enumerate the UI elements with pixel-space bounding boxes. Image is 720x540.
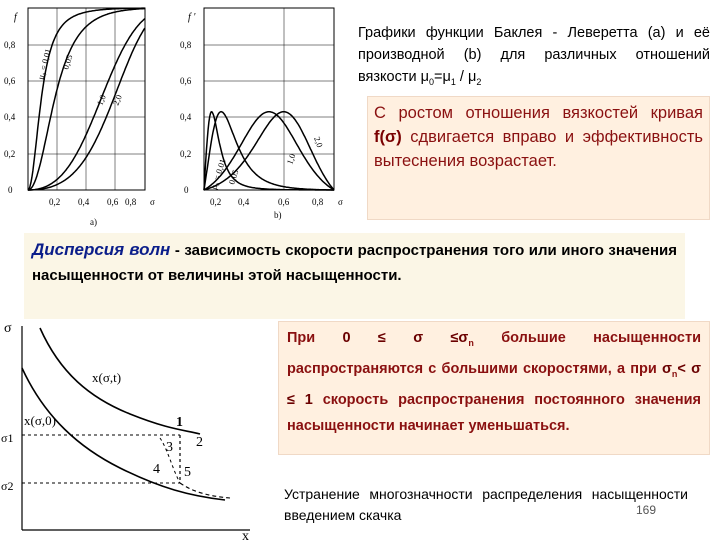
plot-a-y-label: f [14,12,17,23]
plot-c-point-5: 5 [184,465,191,480]
caption-slash: / [455,69,468,85]
plot-b-curve-label: 0,05 [226,168,241,186]
caption-mu: μ [442,69,451,85]
plot-c [0,318,262,540]
plot-c-curve-lower [22,368,225,500]
condition-text: скорость распространения постоянного значения насыщенности начинает уменьшаться. [287,391,701,434]
plot-a-frame [28,8,145,190]
plot-b-curve-label: 2,0 [312,135,326,149]
caption-mu: μ [467,69,477,85]
condition-range: 0 ≤ σ ≤σ [342,330,469,346]
caption-sub: 2 [476,76,482,87]
plot-b [174,0,360,230]
plot-c-x-label: x [242,529,249,540]
plot-a-curve-label: 2,0 [110,93,124,107]
dispersion-term: Дисперсия волн [32,240,171,259]
plot-b-y-tick: 0,4 [180,112,192,122]
plot-b-y-tick: 0,2 [180,149,192,159]
plot-c-y-label: σ [4,321,12,336]
plot-b-curve-label: 1,0 [284,152,298,166]
plot-c-point-3: 3 [166,440,173,455]
plot-b-y-tick: 0 [184,185,189,195]
plot-a-curve-label: 1,0 [94,93,108,107]
plot-a-y-tick: 0 [8,185,13,195]
dispersion-box [24,233,685,319]
info-text: С ростом отношения вязкостей кривая [374,104,703,122]
plot-b-x-tick: 0,2 [210,197,222,207]
plot-c-point-2: 2 [196,435,203,450]
plot-b-x-tick: 0,8 [312,197,324,207]
plot-c-point-4: 4 [153,462,160,477]
dispersion-definition: зависимость скорости распространения того или иного значения насыщенности от величины этой насыщенности. [32,242,677,284]
info-box [367,96,710,220]
condition-sub: n [671,368,678,379]
caption-sub: 1 [450,76,456,87]
plot-a-curve-0 [28,8,145,190]
plot-a-y-tick: 0,2 [4,149,16,159]
plot-a-curves [28,8,145,190]
plot-b-curve-3 [204,112,334,190]
plot-a [0,0,175,230]
shock-note: Устранение многозначности распределения насыщенности введением скачка [284,486,688,523]
caption-text: Графики функции Баклея - Леверетта (a) и её производной (b) для различных отношений вязкости [358,25,710,85]
plot-a-curve-1 [28,9,145,190]
plot-c-sigma1-tick: σ1 [1,431,14,445]
plot-c-point-1: 1 [176,415,183,430]
condition-range: < σ ≤ 1 [287,360,701,408]
plot-a-x-tick: 0,6 [107,197,119,207]
caption-sub: 0 [429,76,435,87]
plot-c-sigma2-tick: σ2 [1,479,14,493]
plot-a-x-tick: 0,2 [49,197,61,207]
plot-a-y-tick: 0,6 [4,76,16,86]
plot-b-panel-label: b) [274,210,282,220]
plot-b-x-tick: 0,4 [238,197,250,207]
plot-a-curve-2 [28,19,145,190]
plot-b-y-tick: 0,8 [180,40,192,50]
dispersion-dash: - [170,242,185,259]
figure-caption [358,22,710,93]
plot-a-y-tick: 0,8 [4,40,16,50]
plot-a-x-tick: 0,8 [125,197,137,207]
plot-b-curves [204,112,334,190]
condition-box [278,321,710,455]
plot-a-x-tick: 0,4 [78,197,90,207]
condition-range: σ [661,360,672,377]
condition-text: большие насыщенности распространяются с большими скоростями, а при [287,330,701,377]
plot-c-upper-label: x(σ,t) [92,370,122,385]
page-number: 169 [636,503,657,517]
plot-b-x-tick: 0,6 [278,197,290,207]
plot-b-y-label: f ' [188,12,196,23]
plot-a-curve-label: μ₀ = 0,01 [35,47,54,81]
condition-sub: n [468,337,474,348]
caption-eq: = [434,69,443,85]
caption-mu: μ [420,69,429,85]
plot-b-x-tick: σ [338,197,343,207]
plot-b-y-tick: 0,6 [180,76,192,86]
condition-text: При [287,330,343,346]
info-func: f(σ) [374,128,402,146]
plot-a-y-tick: 0,4 [4,112,16,122]
plot-a-curve-label: 0,05 [60,53,75,71]
plot-c-lower-label: x(σ,0) [24,413,56,428]
info-text: сдвигается вправо и эффективность вытеснения возрастает. [374,128,703,170]
plot-a-panel-label: a) [90,217,97,227]
plot-b-curve-label: μ₀ = 0,01 [208,157,228,191]
plot-c-dashed-tail [180,483,230,498]
plot-a-x-tick: σ [150,197,155,207]
